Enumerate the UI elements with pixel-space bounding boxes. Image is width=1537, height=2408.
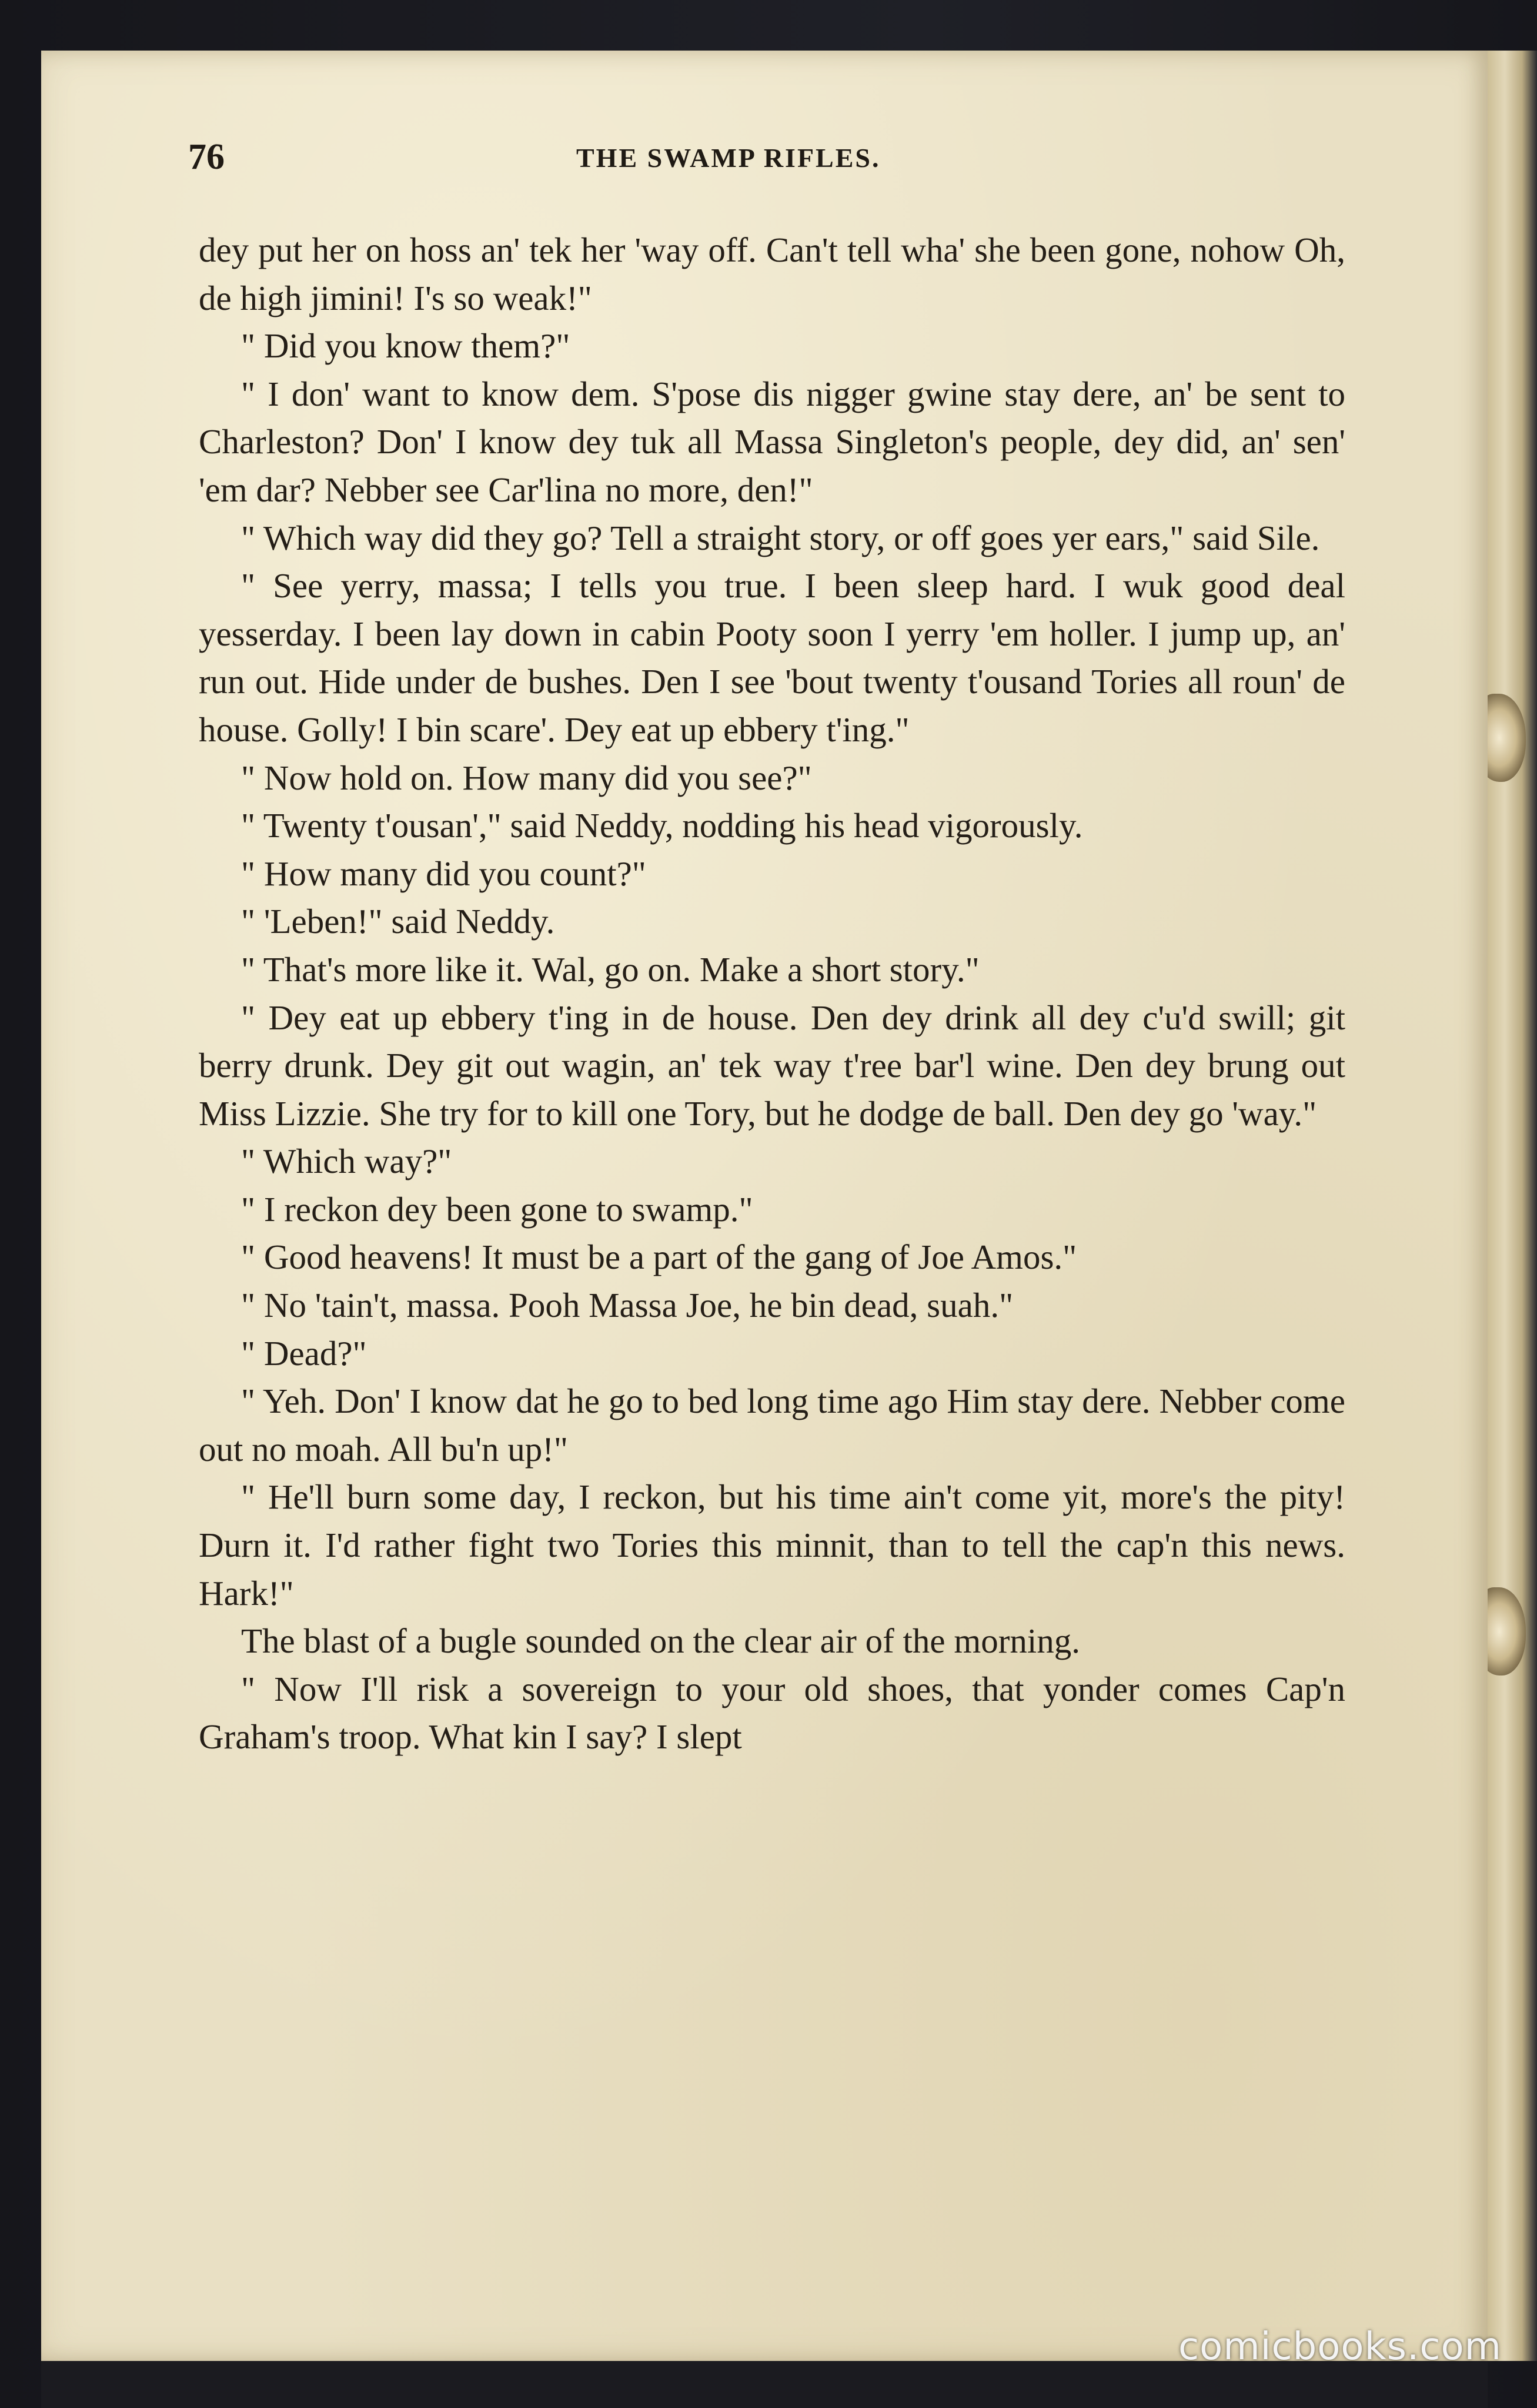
paragraph: " How many did you count?" [241,854,646,893]
paragraph: dey put her on hoss an' tek her 'way off. Can't tell wha' she been gone, nohow Oh, de high jimini! I's so weak!" [199,230,1345,317]
paragraph: " No 'tain't, massa. Pooh Massa Joe, he bin dead, suah." [241,1286,1014,1325]
watermark: comicbooks.com [1178,2325,1502,2369]
paragraph: " Good heavens! It must be a part of the gang of Joe Amos." [241,1238,1077,1277]
paragraph: " Now I'll risk a sovereign to your old shoes, that yonder comes Cap'n Graham's troop. What kin I say? I slept [199,1669,1345,1757]
body-text [199,226,1345,1761]
paragraph: " He'll burn some day, I reckon, but his time ain't come yit, more's the pity! Durn it. I'd rather fight two Tories this minnit, than to tell the cap'n this news. Hark!" [199,1477,1345,1613]
paragraph: " Dead?" [241,1333,367,1373]
paragraph: " Did you know them?" [241,326,570,366]
running-title: THE SWAMP RIFLES. [576,143,881,173]
page-header [188,136,1364,183]
paragraph: " Twenty t'ousan'," said Neddy, nodding his head vigorously. [241,806,1083,845]
paragraph: " Dey eat up ebbery t'ing in de house. Den dey drink all dey c'u'd swill; git berry drunk. Dey git out wagin, an' tek way t'ree bar'l wine. Den dey brung out Miss Lizzie. She try for to kill one Tory, but he dodge de ball. Den dey go 'way." [199,998,1345,1133]
paragraph: " I don' want to know dem. S'pose dis nigger gwine stay dere, an' be sent to Charleston? Don' I know dey tuk all Massa Singleton's people, dey did, an' sen' 'em dar? Nebber see Car'lina no more, den!" [199,374,1345,509]
paragraph: " Now hold on. How many did you see?" [241,758,812,797]
paragraph: " Which way did they go? Tell a straight story, or off goes yer ears," said Sile. [241,518,1320,557]
paragraph: " Yeh. Don' I know dat he go to bed long time ago Him stay dere. Nebber come out no moah. All bu'n up!" [199,1382,1345,1469]
paragraph: " I reckon dey been gone to swamp." [241,1189,753,1229]
paragraph: " Which way?" [241,1142,452,1181]
paragraph: " 'Leben!" said Neddy. [241,902,555,941]
page-edge [1488,51,1537,2361]
paragraph: The blast of a bugle sounded on the clear air of the morning. [241,1621,1081,1661]
page-number: 76 [188,137,225,177]
paragraph: " That's more like it. Wal, go on. Make a short story." [241,949,980,989]
paragraph: " See yerry, massa; I tells you true. I been sleep hard. I wuk good deal yesserday. I been lay down in cabin Pooty soon I yerry 'em holler. I jump up, an' run out. Hide under de bushes. Den I see 'bout twenty t'ousand Tories all roun' de house. Golly! I bin scare'. Dey eat up ebbery t'ing." [199,566,1345,749]
